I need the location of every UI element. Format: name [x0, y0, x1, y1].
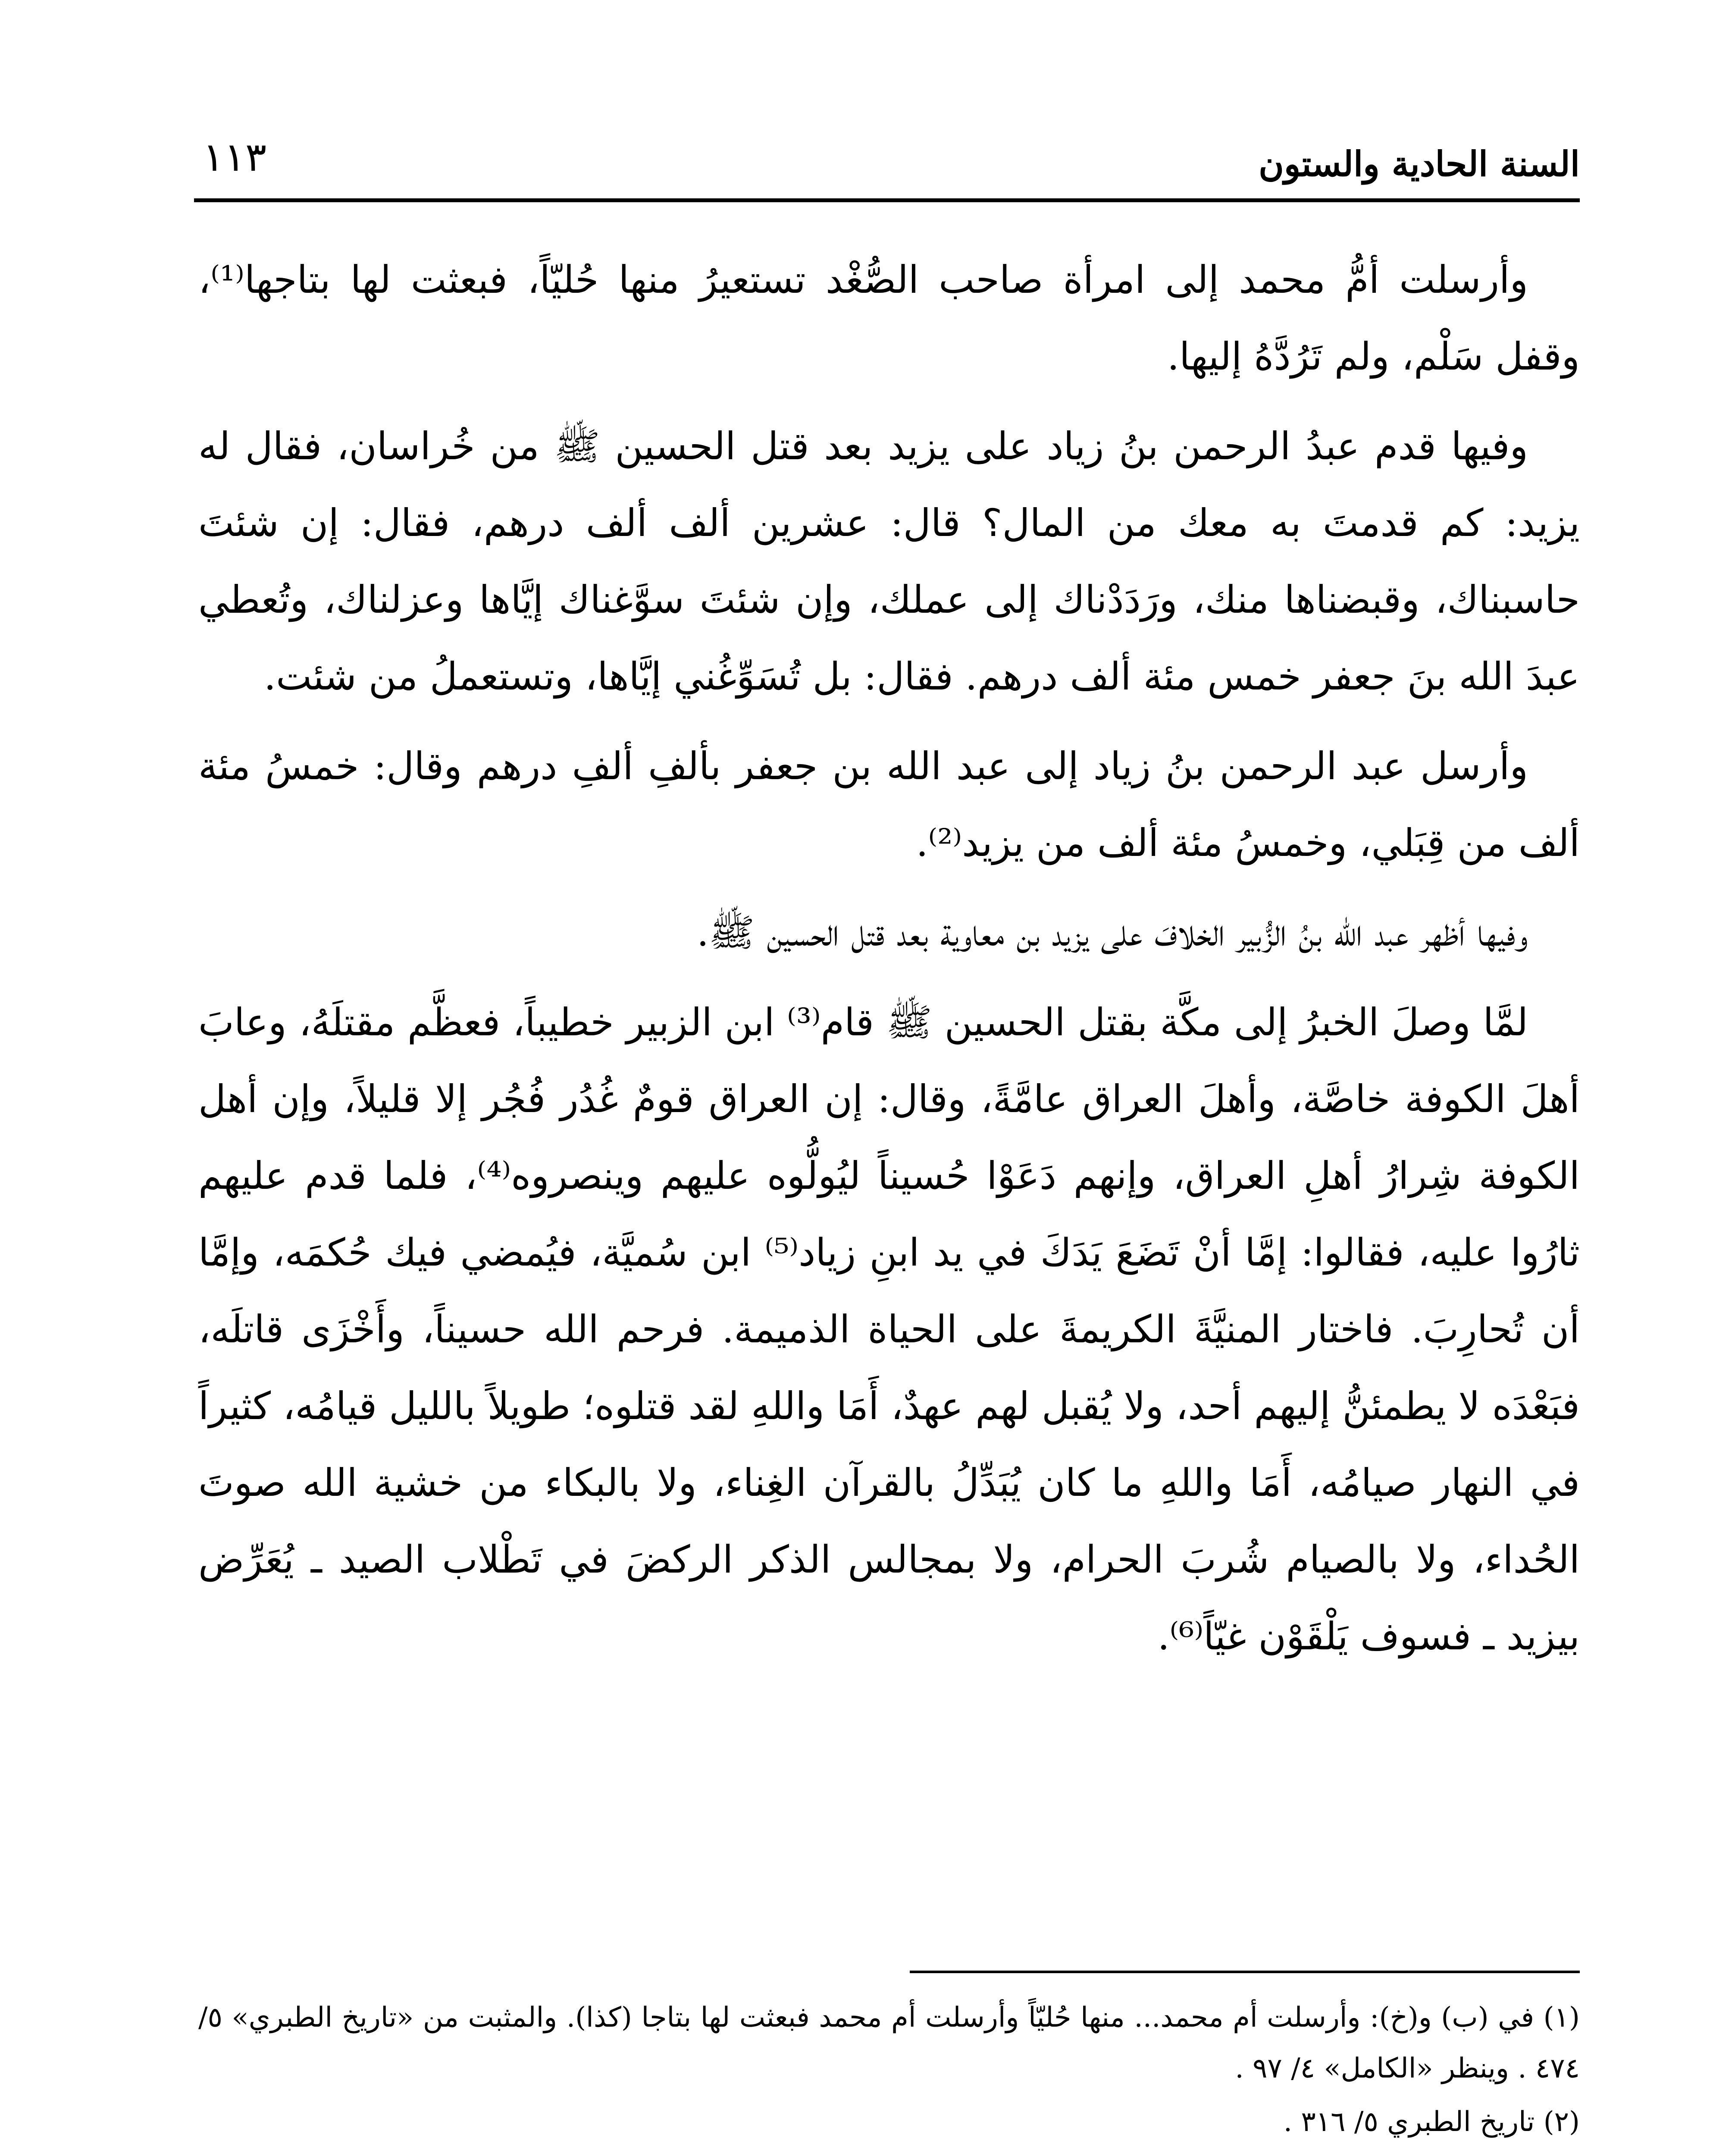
paragraph: وفيها أظهر عبد الله بنُ الزُّبير الخلافَ على يزيد بن معاوية بعد قتل الحسين ﷺ. — [696, 910, 1528, 955]
footnote: (١) في (ب) و(خ): وأرسلت أم محمد... منها حُليّاً وأرسلت أم محمد فبعثت لها بتاجا (كذا). والمثبت من «تاريخ الطبري» ٥/ ٤٧٤ . وينظر «الكامل» ٤/ ٩٧ . — [198, 2002, 1580, 2084]
running-title: السنة الحادية والستون — [1259, 144, 1580, 184]
footnotes — [198, 1992, 1580, 2156]
paragraph: وفيها قدم عبدُ الرحمن بنُ زياد على يزيد بعد قتل الحسين ﷺ من خُراسان، فقال له يزيد: كم قدمتَ به معك من المال؟ قال: عشرين ألف ألف درهم، فقال: إن شئتَ حاسبناك، وقبضناها منك، ورَدَدْناك إلى عملك، وإن شئتَ سوَّغناك إيَّاها وعزلناك، وتُعطي عبدَ الله بنَ جعفر خمس مئة ألف درهم. فقال: بل تُسَوِّغُني إيَّاها، وتستعملُ من شئت. — [198, 424, 1580, 699]
page-number: ١١٣ — [203, 134, 267, 180]
footnote: (٢) تاريخ الطبري ٥/ ٣١٦ . — [1283, 2106, 1580, 2138]
page-header — [194, 129, 1580, 190]
paragraph: وأرسل عبد الرحمن بنُ زياد إلى عبد الله بن جعفر بألفِ ألفِ درهم وقال: خمسُ مئة ألف من قِبَلي، وخمسُ مئة ألف من يزيد⁽²⁾. — [198, 744, 1580, 865]
footnote-divider — [910, 1971, 1580, 1973]
paragraph: لمَّا وصلَ الخبرُ إلى مكَّة بقتل الحسين ﷺ قام⁽³⁾ ابن الزبير خطيباً، فعظَّم مقتلَهُ، وعابَ أهلَ الكوفة خاصَّة، وأهلَ العراق عامَّةً، وقال: إن العراق قومٌ غُدُر فُجُر إلا قليلاً، وإن أهل الكوفة شِرارُ أهلِ العراق، وإنهم دَعَوْا حُسيناً ليُولُّوه عليهم وينصروه⁽⁴⁾، فلما قدم عليهم ثارُوا عليه، فقالوا: إمَّا أنْ تَضَعَ يَدَكَ في يد ابنِ زياد⁽⁵⁾ ابن سُميَّة، فيُمضي فيك حُكمَه، وإمَّا أن تُحارِبَ. فاختار المنيَّةَ الكريمةَ على الحياة الذميمة. فرحم الله حسيناً، وأَخْزَى قاتلَه، فبَعْدَه لا يطمئنُّ إليهم أحد، ولا يُقبل لهم عهدٌ، أَمَا واللهِ لقد قتلوه؛ طويلاً بالليل قيامُه، كثيراً في النهار صيامُه، أَمَا واللهِ ما كان يُبَدِّلُ بالقرآن الغِناء، ولا بالبكاء من خشية الله صوتَ الحُداء، ولا بالصيام شُربَ الحرام، ولا بمجالس الذكر الركضَ في تَطْلاب الصيد ـ يُعَرِّض بيزيد ـ فسوف يَلْقَوْن غيّاً⁽⁶⁾. — [198, 1000, 1580, 1658]
header-rule — [194, 198, 1580, 202]
footnote — [198, 2150, 1580, 2156]
paragraph: وأرسلت أمُّ محمد إلى امرأة صاحب الصُّغْد تستعيرُ منها حُليّاً، فبعثت لها بتاجها⁽¹⁾، وقفل سَلْم، ولم تَرُدَّهُ إليها. — [198, 257, 1580, 379]
main-text — [198, 241, 1580, 1688]
